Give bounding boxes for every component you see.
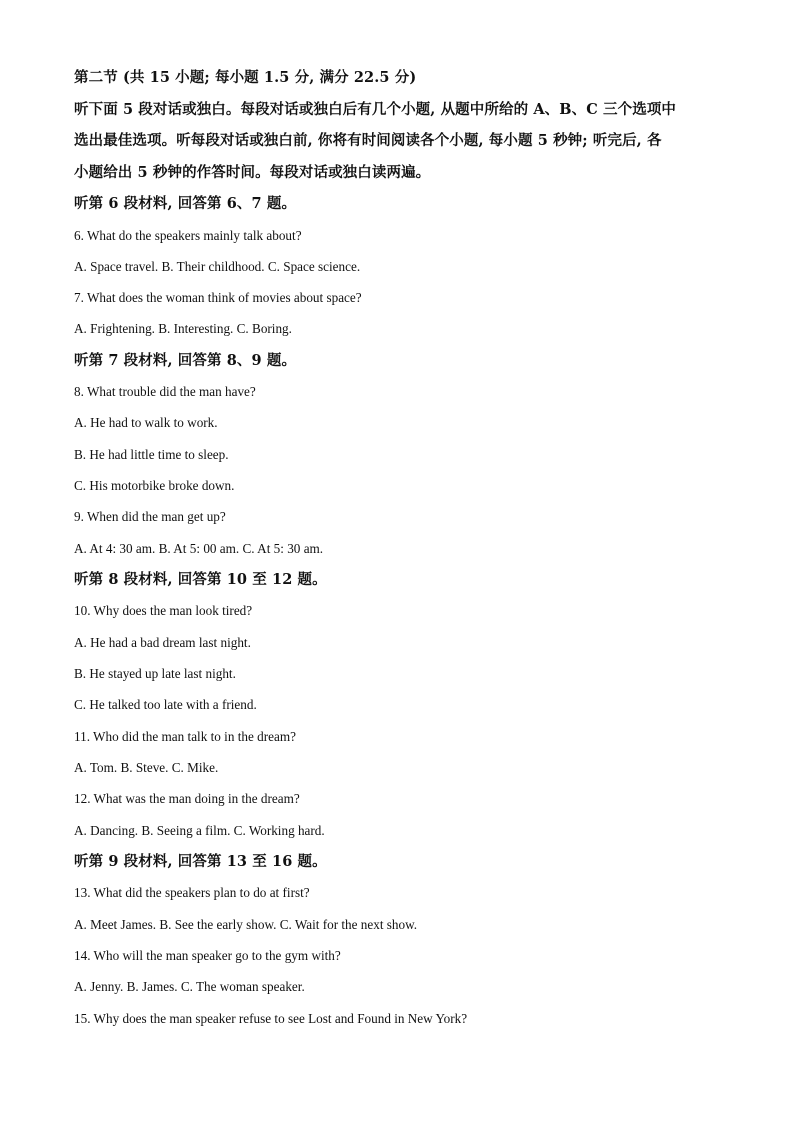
passage-9-heading: 听第 9 段材料, 回答第 13 至 16 题。 (74, 852, 327, 870)
question-8: 8. What trouble did the man have? (74, 384, 256, 400)
question-10-option-c: C. He talked too late with a friend. (74, 697, 257, 713)
question-14: 14. Who will the man speaker go to the gym with? (74, 947, 341, 963)
question-10-option-b: B. He stayed up late last night. (74, 666, 236, 682)
passage-7-heading: 听第 7 段材料, 回答第 8、9 题。 (74, 351, 297, 369)
question-7-options: A. Frightening. B. Interesting. C. Boring. (74, 321, 292, 337)
instructions-line-3: 小题给出 5 秒钟的作答时间。每段对话或独白读两遍。 (74, 163, 431, 181)
question-13-options: A. Meet James. B. See the early show. C. Wait for the next show. (74, 916, 418, 932)
question-15: 15. Why does the man speaker refuse to see Lost and Found in New York? (74, 1010, 468, 1026)
question-10-option-a: A. He had a bad dream last night. (74, 634, 251, 650)
passage-8-heading: 听第 8 段材料, 回答第 10 至 12 题。 (74, 570, 327, 588)
question-7: 7. What does the woman think of movies about space? (74, 290, 362, 306)
question-6: 6. What do the speakers mainly talk about? (74, 227, 302, 243)
instructions-line-2: 选出最佳选项。听每段对话或独白前, 你将有时间阅读各个小题, 每小题 5 秒钟; 听完后, 各 (74, 132, 662, 149)
question-9-options: A. At 4: 30 am. B. At 5: 00 am. C. At 5: 30 am. (74, 540, 324, 556)
section-title: 第二节 (共 15 小题; 每小题 1.5 分, 满分 22.5 分) (74, 69, 417, 86)
question-8-option-b: B. He had little time to sleep. (74, 446, 229, 462)
question-9: 9. When did the man get up? (74, 509, 226, 525)
question-8-option-a: A. He had to walk to work. (74, 415, 218, 431)
instructions-line-1: 听下面 5 段对话或独白。每段对话或独白后有几个小题, 从题中所给的 A、B、C 三个选项中 (74, 100, 677, 118)
question-11: 11. Who did the man talk to in the dream? (74, 728, 296, 744)
passage-6-heading: 听第 6 段材料, 回答第 6、7 题。 (74, 195, 297, 212)
question-10: 10. Why does the man look tired? (74, 603, 253, 619)
question-6-options: A. Space travel. B. Their childhood. C. Space science. (74, 258, 361, 274)
document-page (74, 62, 734, 1034)
question-12: 12. What was the man doing in the dream? (74, 791, 300, 807)
question-13: 13. What did the speakers plan to do at first? (74, 885, 310, 901)
question-11-options: A. Tom. B. Steve. C. Mike. (74, 759, 219, 775)
question-14-options: A. Jenny. B. James. C. The woman speaker. (74, 979, 305, 995)
question-12-options: A. Dancing. B. Seeing a film. C. Working hard. (74, 822, 325, 838)
question-8-option-c: C. His motorbike broke down. (74, 478, 235, 494)
